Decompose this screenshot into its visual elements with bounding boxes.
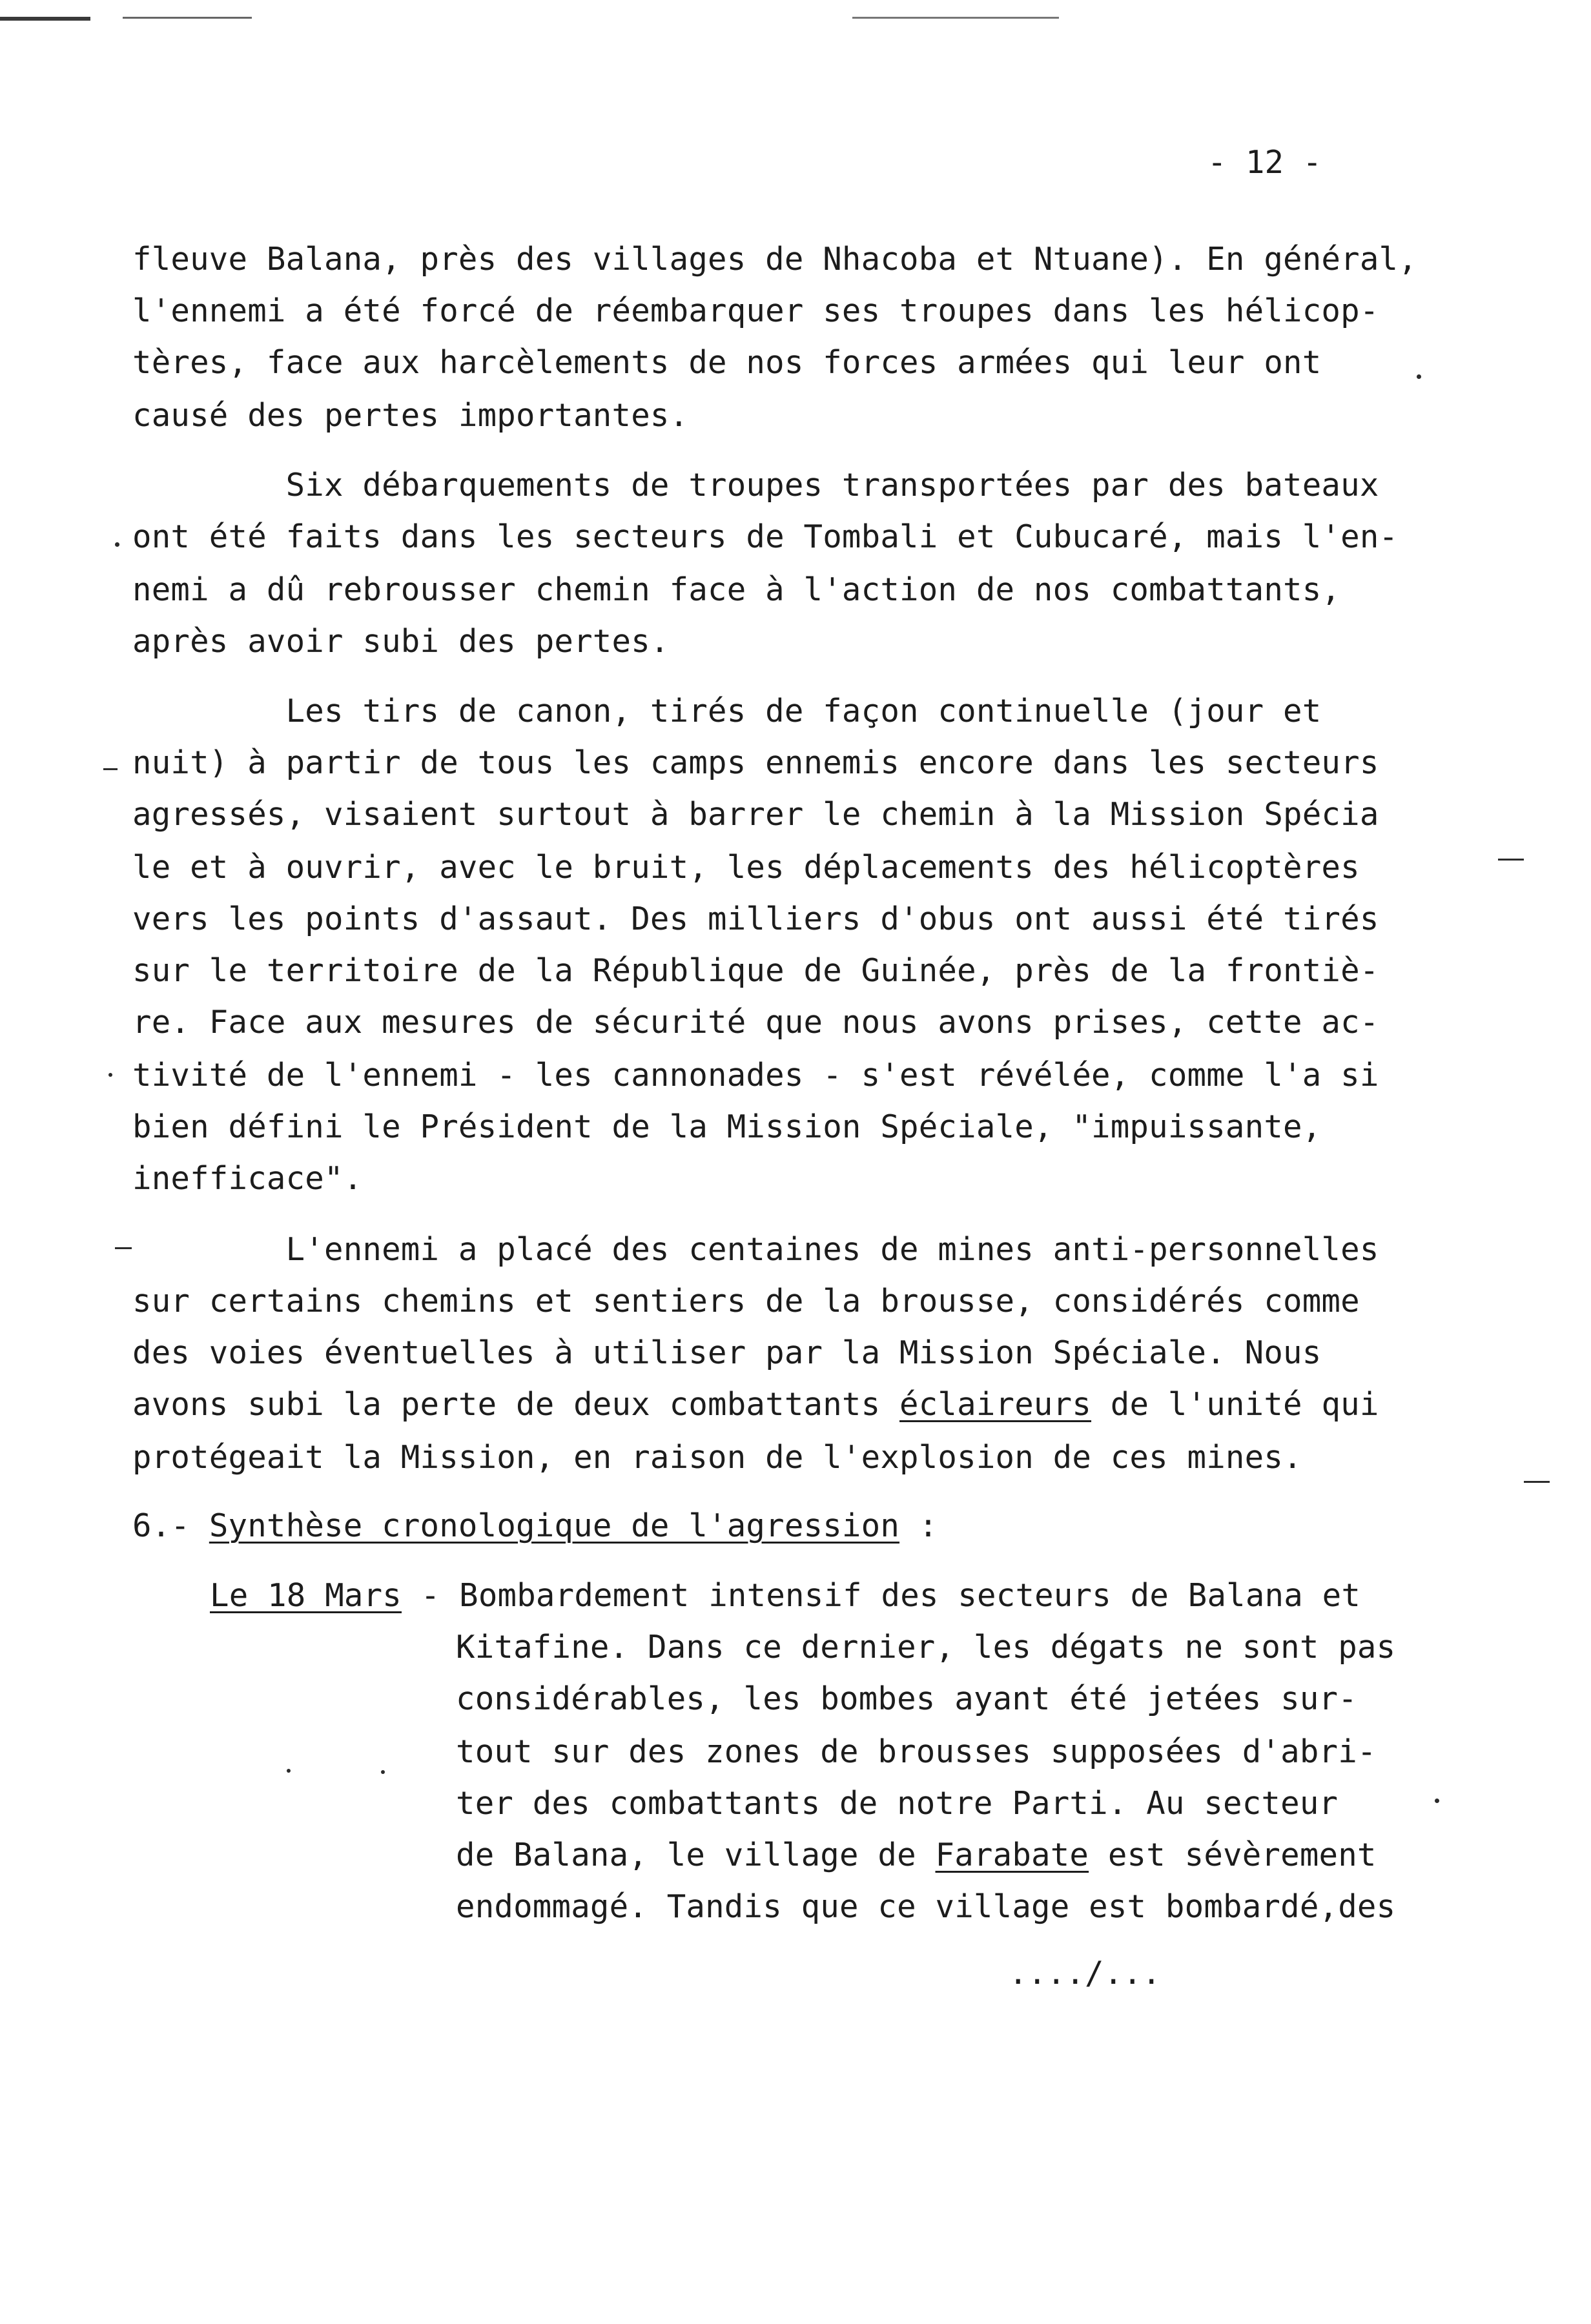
entry-line-7: endommagé. Tandis que ce village est bombardé,des: [456, 1888, 1396, 1925]
paragraph-4-line-4-start: avons subi la perte de deux combattants: [132, 1386, 900, 1423]
paragraph-2-line-1: Six débarquements de troupes transportées par des bateaux: [132, 467, 1379, 504]
entry-line-3: considérables, les bombes ayant été jetées sur-: [456, 1680, 1357, 1717]
paragraph-3-line-1: Les tirs de canon, tirés de façon continuelle (jour et: [132, 693, 1322, 729]
paragraph-1-line-4: causé des pertes importantes.: [132, 397, 689, 434]
paragraph-3-line-3: agressés, visaient surtout à barrer le chemin à la Mission Spécia: [132, 796, 1379, 833]
continuation-mark: ..../...: [1009, 1955, 1162, 1992]
margin-speck: [287, 1769, 291, 1773]
margin-speck: [103, 768, 118, 770]
paragraph-3-line-9: bien défini le Président de la Mission Spéciale, "impuissante,: [132, 1108, 1322, 1145]
entry-dash: -: [402, 1577, 460, 1614]
paragraph-3-line-6: sur le territoire de la République de Guinée, près de la frontiè-: [132, 952, 1379, 989]
paragraph-1-line-1: fleuve Balana, près des villages de Nhacoba et Ntuane). En général,: [132, 241, 1417, 278]
margin-speck: [1417, 374, 1421, 379]
section-suffix: :: [899, 1507, 938, 1544]
scan-artifact-top-right: [852, 17, 1059, 19]
paragraph-1-line-2: l'ennemi a été forcé de réembarquer ses troupes dans les hélicop-: [132, 292, 1379, 329]
scan-artifact-top-dash: [123, 17, 252, 19]
paragraph-2-line-2: ont été faits dans les secteurs de Tombali et Cubucaré, mais l'en-: [132, 518, 1399, 555]
paragraph-4-line-1: L'ennemi a placé des centaines de mines anti-personnelles: [132, 1231, 1379, 1268]
section-heading: [132, 1507, 938, 1545]
paragraph-3-line-4: le et à ouvrir, avec le bruit, les déplacements des hélicoptères: [132, 849, 1360, 886]
entry-date-line: [210, 1576, 1360, 1615]
entry-line-2: Kitafine. Dans ce dernier, les dégats ne sont pas: [456, 1629, 1396, 1666]
paragraph-3-line-8: tivité de l'ennemi - les cannonades - s'est révélée, comme l'a si: [132, 1057, 1379, 1094]
scan-artifact-top-left: [0, 17, 90, 21]
paragraph-2-line-4: après avoir subi des pertes.: [132, 623, 670, 660]
page-number: - 12 -: [1207, 144, 1322, 181]
margin-speck: [1435, 1799, 1439, 1803]
margin-speck: [1524, 1481, 1550, 1483]
paragraph-4-line-4: [132, 1385, 1379, 1424]
paragraph-3-line-7: re. Face aux mesures de sécurité que nous avons prises, cette ac-: [132, 1004, 1379, 1041]
paragraph-4-line-3: des voies éventuelles à utiliser par la Mission Spéciale. Nous: [132, 1334, 1322, 1371]
entry-line-6: [456, 1836, 1377, 1875]
paragraph-3-line-10: inefficace".: [132, 1160, 363, 1197]
entry-line-5: ter des combattants de notre Parti. Au secteur: [456, 1785, 1339, 1822]
margin-speck: [381, 1770, 385, 1774]
entry-line-6-start: de Balana, le village de: [456, 1837, 936, 1873]
margin-speck: [108, 1073, 112, 1077]
entry-line-6-end: est sévèrement: [1089, 1837, 1377, 1873]
entry-line-1: Bombardement intensif des secteurs de Balana et: [459, 1577, 1361, 1614]
entry-date: Le 18 Mars: [210, 1577, 402, 1614]
paragraph-3-line-5: vers les points d'assaut. Des milliers d'obus ont aussi été tirés: [132, 901, 1379, 937]
underlined-village-farabate: Farabate: [935, 1837, 1089, 1873]
margin-speck: [115, 542, 119, 547]
paragraph-2-line-3: nemi a dû rebrousser chemin face à l'action de nos combattants,: [132, 571, 1341, 608]
entry-line-4: tout sur des zones de brousses supposées d'abri-: [456, 1733, 1377, 1770]
margin-speck: [115, 1247, 132, 1249]
margin-speck: [1498, 859, 1524, 861]
underlined-word-eclaireurs: éclaireurs: [899, 1386, 1092, 1423]
section-title: Synthèse cronologique de l'agression: [209, 1507, 900, 1544]
paragraph-4-line-5: protégeait la Mission, en raison de l'explosion de ces mines.: [132, 1439, 1302, 1476]
paragraph-4-line-2: sur certains chemins et sentiers de la brousse, considérés comme: [132, 1283, 1360, 1320]
paragraph-1-line-3: tères, face aux harcèlements de nos forces armées qui leur ont: [132, 344, 1322, 381]
paragraph-3-line-2: nuit) à partir de tous les camps ennemis encore dans les secteurs: [132, 744, 1379, 781]
paragraph-4-line-4-end: de l'unité qui: [1091, 1386, 1379, 1423]
section-number: 6.-: [132, 1507, 209, 1544]
